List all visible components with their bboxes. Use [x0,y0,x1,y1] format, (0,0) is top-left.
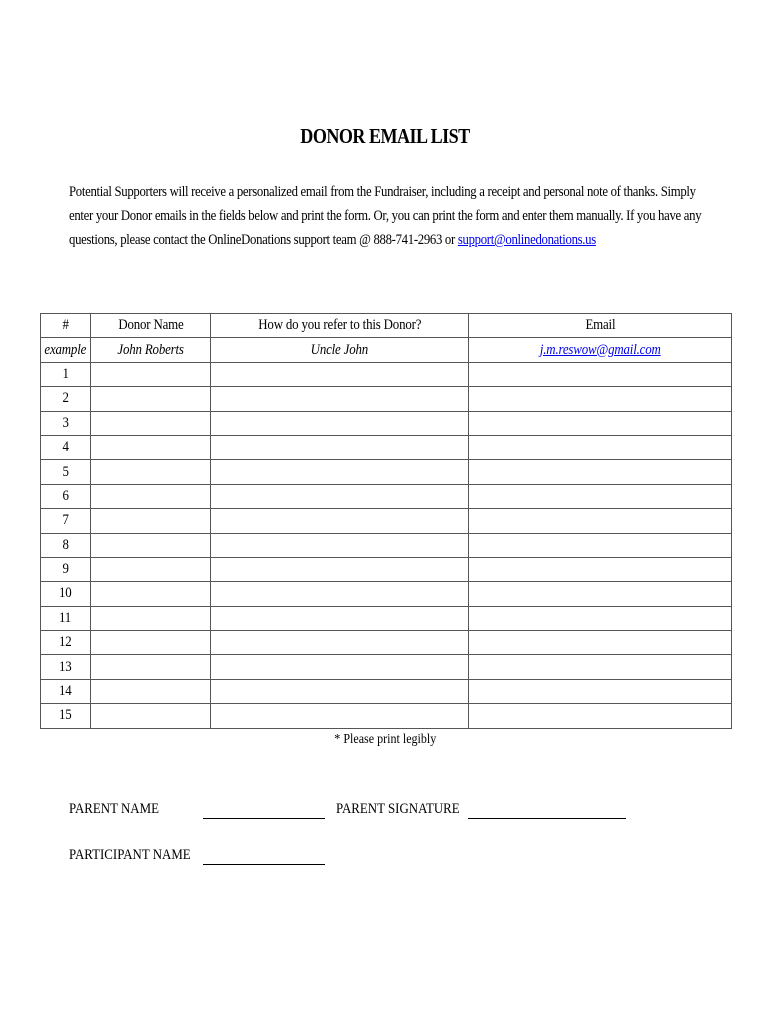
table-row [41,484,732,508]
table-row [41,509,732,533]
table-row [41,533,732,557]
donor-name-cell[interactable] [91,387,211,411]
example-row [41,338,732,362]
refer-cell[interactable] [211,655,469,679]
email-cell[interactable] [469,655,732,679]
refer-cell[interactable] [211,679,469,703]
refer-cell[interactable] [211,704,469,728]
donor-name-cell[interactable] [91,631,211,655]
table-row [41,704,732,728]
donor-name-cell[interactable] [91,606,211,630]
refer-cell[interactable] [211,460,469,484]
email-cell[interactable] [469,362,732,386]
refer-cell[interactable] [211,509,469,533]
page-title: DONOR EMAIL LIST [300,124,470,148]
parent-name-line[interactable] [203,818,325,819]
row-number: 15 [41,704,91,728]
participant-name-label: PARTICIPANT NAME [69,847,191,863]
donor-name-cell[interactable] [91,362,211,386]
table-header-row [41,314,732,338]
donor-name-cell[interactable] [91,582,211,606]
refer-cell[interactable] [211,631,469,655]
table-row [41,655,732,679]
example-label: example [41,338,91,362]
table-row [41,435,732,459]
email-cell[interactable] [469,631,732,655]
table-row [41,582,732,606]
row-number: 9 [41,557,91,581]
row-number: 11 [41,606,91,630]
table-row [41,411,732,435]
header-email: Email [469,314,732,338]
row-number: 5 [41,460,91,484]
table-row [41,362,732,386]
donor-name-cell[interactable] [91,460,211,484]
email-cell[interactable] [469,435,732,459]
example-email[interactable]: j.m.reswow@gmail.com [469,338,732,362]
refer-cell[interactable] [211,435,469,459]
table-row [41,606,732,630]
parent-signature-line[interactable] [468,818,626,819]
email-cell[interactable] [469,606,732,630]
example-donor-name: John Roberts [91,338,211,362]
intro-line-1: Potential Supporters will receive a personalized email from the Fundraiser, including a receipt and personal note of thanks. Simply [69,184,696,200]
email-cell[interactable] [469,582,732,606]
parent-signature-label: PARENT SIGNATURE [336,801,460,817]
row-number: 13 [41,655,91,679]
table-row [41,387,732,411]
intro-line-2: enter your Donor emails in the fields below and print the form. Or, you can print the form and enter them manually. If you have any [69,208,702,224]
parent-name-label: PARENT NAME [69,801,159,817]
refer-cell[interactable] [211,387,469,411]
donor-name-cell[interactable] [91,655,211,679]
refer-cell[interactable] [211,582,469,606]
refer-cell[interactable] [211,411,469,435]
row-number: 4 [41,435,91,459]
row-number: 10 [41,582,91,606]
table-row [41,679,732,703]
refer-cell[interactable] [211,557,469,581]
header-number: # [41,314,91,338]
intro-line-3-text: questions, please contact the OnlineDonations support team @ 888-741-2963 or [69,232,458,248]
row-number: 12 [41,631,91,655]
row-number: 3 [41,411,91,435]
email-cell[interactable] [469,557,732,581]
example-refer: Uncle John [211,338,469,362]
row-number: 7 [41,509,91,533]
row-number: 6 [41,484,91,508]
email-cell[interactable] [469,704,732,728]
email-cell[interactable] [469,387,732,411]
table-row [41,557,732,581]
donor-name-cell[interactable] [91,557,211,581]
refer-cell[interactable] [211,484,469,508]
donor-name-cell[interactable] [91,484,211,508]
donor-name-cell[interactable] [91,411,211,435]
row-number: 1 [41,362,91,386]
email-cell[interactable] [469,679,732,703]
refer-cell[interactable] [211,533,469,557]
table-row [41,460,732,484]
print-legibly-note: * Please print legibly [334,732,436,747]
header-donor-name: Donor Name [91,314,211,338]
email-cell[interactable] [469,484,732,508]
email-cell[interactable] [469,509,732,533]
row-number: 8 [41,533,91,557]
refer-cell[interactable] [211,606,469,630]
donor-name-cell[interactable] [91,704,211,728]
email-cell[interactable] [469,460,732,484]
row-number: 14 [41,679,91,703]
header-refer: How do you refer to this Donor? [211,314,469,338]
donor-table [40,313,732,729]
donor-name-cell[interactable] [91,435,211,459]
table-row [41,631,732,655]
participant-name-line[interactable] [203,864,325,865]
donor-name-cell[interactable] [91,679,211,703]
email-cell[interactable] [469,533,732,557]
intro-line-3 [69,228,703,252]
email-cell[interactable] [469,411,732,435]
donor-name-cell[interactable] [91,509,211,533]
donor-name-cell[interactable] [91,533,211,557]
refer-cell[interactable] [211,362,469,386]
support-email-link[interactable]: support@onlinedonations.us [457,232,596,248]
row-number: 2 [41,387,91,411]
intro-paragraph [69,180,703,252]
